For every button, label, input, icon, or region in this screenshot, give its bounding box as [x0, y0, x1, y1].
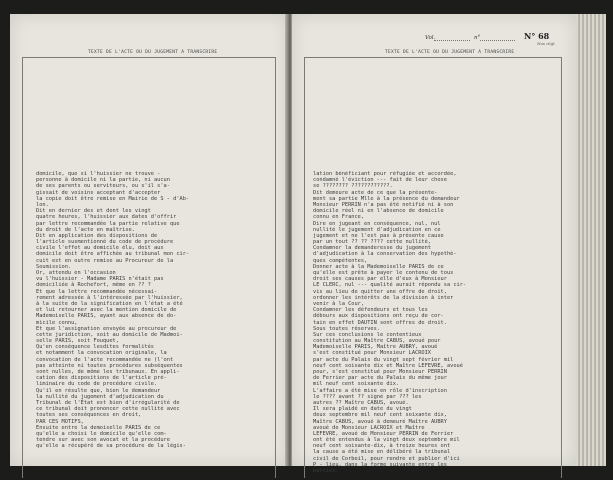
text-line: par lettre recommandée la partie relative que	[36, 220, 180, 227]
text-line: droit ses causes par elle d'eux à Monsieur	[313, 276, 447, 283]
text-line: condamné l'éviction --- fait de leur chose	[313, 177, 447, 184]
right-page-heading: TEXTE DE L'ACTE OU DU JUGEMENT A TRANSCRIRE	[385, 50, 515, 55]
text-line: Il sera plaidé en date du vingt	[313, 406, 412, 413]
volume-label: Vol.	[425, 35, 436, 41]
text-line: ce tribunal doit prononcer cette nullité avec	[36, 406, 180, 413]
text-line: toutes ses conséquences en droit,	[36, 412, 142, 419]
text-line: d'adjudication à la conservation des hypothè-	[313, 251, 457, 258]
text-line: venir à la Cour,	[313, 300, 365, 307]
text-line: Sous toutes réserves.	[313, 325, 380, 332]
number-label: n°	[474, 35, 481, 41]
text-line: du droit de l'acte en maîtrise.	[36, 226, 135, 233]
text-line: quatre heures, l'huissier aux dates d'offrir	[36, 214, 177, 221]
text-line: cation des dispositions de l'article pré-	[36, 375, 167, 382]
text-line: nullité le jugement d'adjudication en ce	[313, 226, 441, 233]
text-line: deux septembre mil neuf cent soixante dix,	[313, 412, 447, 419]
text-line: se ???????? ????????????.	[313, 183, 393, 190]
text-line: parties.	[313, 468, 339, 474]
text-line: et lui retourner avec la mention domicile de	[36, 307, 177, 314]
text-line: le ???? avant ?? signé par ??? les	[313, 393, 422, 400]
text-line: de ses parents ou serviteurs, ou s'il s'a-	[36, 183, 170, 190]
text-line: convocation de l'acte recommandée ne (l'ont	[36, 356, 174, 363]
text-line: de Ferrier par acte du Palais du même jour	[313, 375, 447, 382]
text-line: domicile doit être affichée au tribunal mon cir-	[36, 251, 190, 258]
number-rule	[480, 40, 515, 41]
text-line: qu'elle a récupéré de sa procédure de la légis-	[36, 443, 186, 450]
text-line: Ensuite entre la demoiselle PARIS de ce	[36, 424, 161, 431]
text-line: avoué de Monsieur LACROIX et Maître	[313, 424, 425, 431]
text-line: Dit en dernier des et dont les vingt	[36, 208, 151, 215]
text-line: selle PARIS, soit Fouquet,	[36, 338, 119, 345]
text-line: ques compétentes,	[313, 257, 368, 264]
text-line: vu l'huissier - Madame PARIS n'était pas	[36, 276, 164, 283]
text-line: L'affaire a été mise en rôle d'inscription	[313, 387, 447, 394]
text-line: personne à domicile ni la partie, ni aucun	[36, 177, 170, 184]
text-line: P - lieu, dans la forme suivante entre les	[313, 461, 447, 468]
text-line: rement adressée à l'intéressée par l'huissier,	[36, 294, 183, 301]
text-line: vis au lieu de quitter une offre de droit,	[313, 288, 447, 295]
text-line: l'article susmentionné du code de procédure	[36, 239, 174, 246]
text-line: Monsieur PERRIN n'a pas été notifié ni à son	[313, 201, 454, 208]
text-line: la cause a été mise en délibéré la tribunal	[313, 449, 451, 456]
text-line: Maître CABUS, avoué à demeuré Maître AUBRY	[313, 418, 447, 425]
text-line: connu en France,	[313, 214, 365, 221]
text-line: par acte du Palais du vingt sept février mil	[313, 356, 454, 363]
text-line: lon.	[36, 201, 49, 208]
folio-number: N° 68	[524, 31, 550, 41]
left-page	[10, 14, 288, 466]
text-line: neuf cent soixante-dix, à treize heures ont	[313, 443, 451, 450]
text-line: la copie doit être remise en Mairie de S - d'Ab-	[36, 195, 190, 202]
text-line: Or, attendu en l'occasion	[36, 270, 116, 276]
text-line: tain en effet DAUTIN sont offres de droit.	[313, 319, 447, 326]
text-line: mil neuf cent soixante dix.	[313, 381, 400, 388]
text-line: neuf cent soixante dix et Maître LEFEVRE, avoué	[313, 362, 463, 369]
text-line: Condamner les défendeurs et tous les	[313, 307, 428, 314]
text-line: gissait de voisins acceptant d'accepter	[36, 189, 161, 196]
text-line: s'est constitué pour Monsieur LACROIX	[313, 350, 431, 357]
text-line: LE CLERC, nul --- qualité aurait répondu sa cir-	[313, 282, 467, 289]
text-line: ment sa partie Mlle à la présence du demandeur	[313, 195, 460, 202]
text-line: Sur ces conclusions le contentieux	[313, 331, 422, 338]
text-line: et notamment la convocation originale, la	[36, 350, 167, 357]
text-line: pour, s'est constitué pour Monsieur PERRIN	[313, 369, 447, 375]
text-line: micile connu,	[36, 319, 78, 326]
text-line: domicile, que si l'huissier ne trouve -	[36, 171, 161, 177]
text-line: Mademoiselle PARIS, Maître AUBRY, avoué	[313, 344, 438, 351]
text-line: Et que la lettre recommandée nécessai-	[36, 288, 158, 295]
text-line: jugement et ne l'est pas à présente cause	[313, 232, 444, 239]
text-line: ordonner les intérêts de la division à inter	[313, 294, 454, 301]
text-line: LEFEVRE, avoué de Monsieur PERRIN de Ferrier	[313, 430, 454, 437]
text-line: Condamner la demanderesse du jugement	[313, 245, 431, 252]
text-line: Donner acte à la Mademoiselle PARIS de ce	[313, 263, 444, 270]
text-line: liminaire du code de procédure civile.	[36, 381, 158, 388]
text-line: la nullité du jugement d'adjudication du	[36, 393, 164, 400]
text-line: cette juridiction, soit au domicile de Madmoi-	[36, 331, 183, 338]
text-line: cuit est en outre remise au Procureur de la	[36, 257, 174, 264]
text-line: Dit en application des dispositions de	[36, 232, 158, 239]
text-line: Et que l'assignation envoyée au procureur de	[36, 325, 177, 332]
left-text-column	[36, 171, 276, 449]
text-line: sont nulles, de même les tribunaux. En appli-	[36, 369, 180, 375]
text-line: pas atteinte ni toutes procédures subséquentes	[36, 362, 183, 369]
text-line: Dit demeure acte de ce que la présente-	[313, 189, 438, 196]
left-page-heading: TEXTE DE L'ACTE OU DU JUGEMENT A TRANSCRIRE	[88, 50, 218, 55]
text-line: lation bénéficiant pour réfugiée et accordée,	[313, 171, 457, 177]
text-line: domiciliée à Rochefort, même en ?? ?	[36, 282, 151, 289]
text-line: ont été entendus à la vingt deux septembre mil	[313, 437, 460, 444]
text-line: qu'elle a choisi le domicile qu'elle com-	[36, 430, 167, 437]
text-line: qu'elle est prête à payer le contenu de tous	[313, 270, 454, 276]
text-line: civile l'effet au domicile élu, doit aux	[36, 245, 164, 252]
text-line: à la suite de la signification en l'état a été	[36, 300, 183, 307]
text-line: autres ?? Maître CABUS, avoué.	[313, 399, 409, 406]
text-line: domicile réel ni en l'absence de domicile	[313, 208, 444, 215]
text-line: Dire en jugeant en conséquence, nul, nul	[313, 220, 441, 227]
text-line: Qu'il en résulte que, bien le demandeur	[36, 387, 161, 394]
page-edges	[576, 14, 606, 466]
right-page	[292, 14, 576, 474]
text-line: constitution au Maître CABUS, avoué pour	[313, 338, 441, 345]
text-line: PAR CES MOTIFS,	[36, 418, 84, 425]
text-line: Tribunal de l'État est bien d'irrégularité de	[36, 399, 180, 406]
folio-subtitle: Nos régl.	[537, 41, 556, 46]
volume-rule	[434, 40, 470, 41]
text-line: civil de Corbeil, pour rendre et publier d'ici	[313, 455, 460, 462]
text-line: Mademoiselle PARIS, ayant aux absence de do-	[36, 313, 177, 320]
right-text-column	[313, 171, 561, 474]
text-line: tendre sur avec son avocat et la procédure	[36, 437, 170, 444]
text-line: débours aux dispositions ont reçu de cor-	[313, 313, 444, 320]
text-line: Soumission.	[36, 263, 72, 270]
text-line: par un tout ?? ?? ???? cette nullité,	[313, 239, 431, 246]
text-line: Qu'en conséquence lesdites formalités	[36, 344, 154, 351]
